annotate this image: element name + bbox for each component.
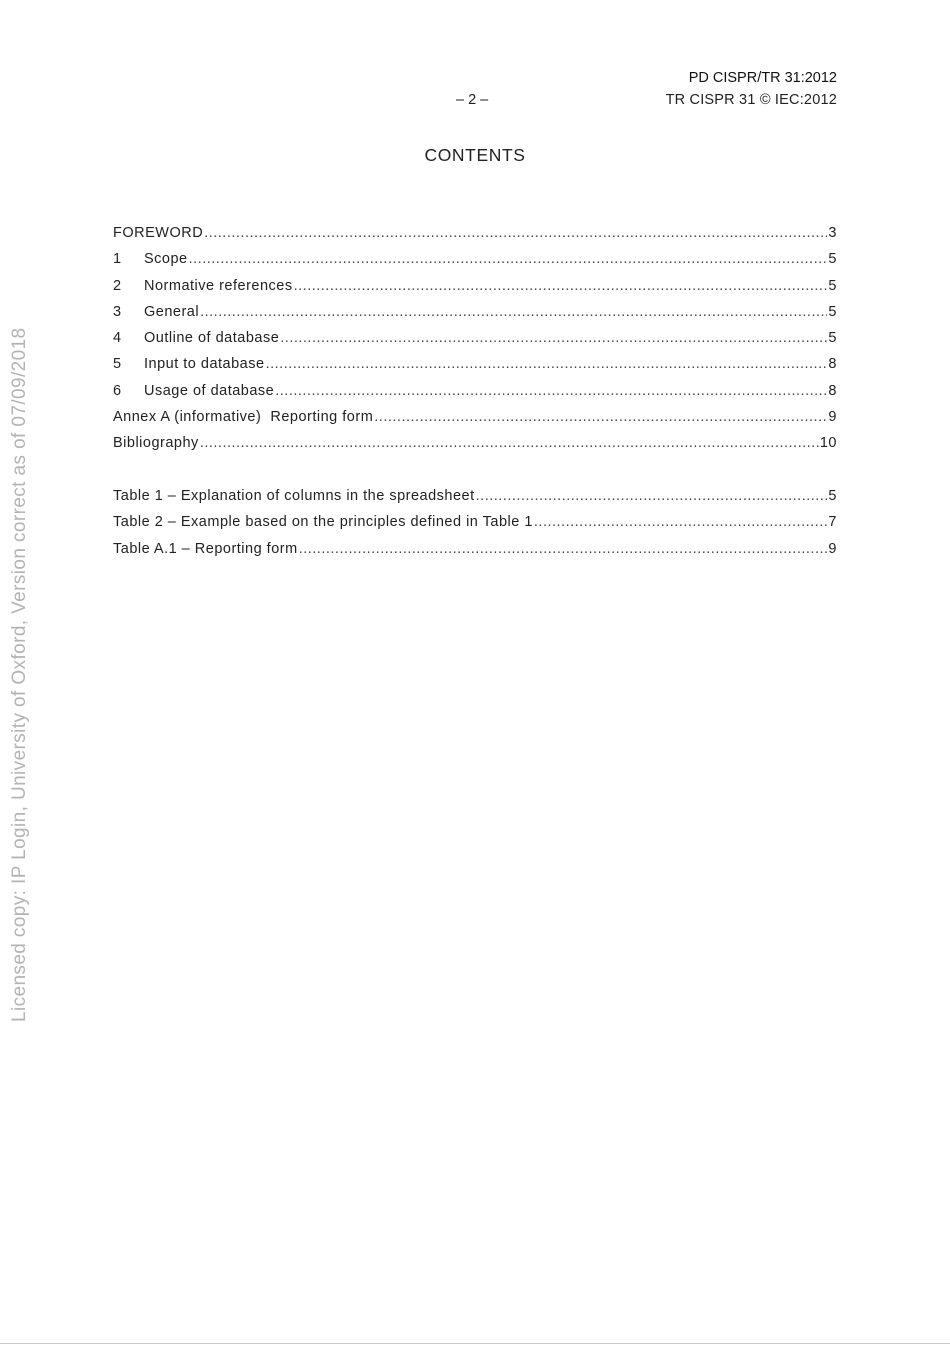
toc-entry-title: Outline of database — [144, 330, 280, 347]
toc-entry-page: 5 — [828, 251, 837, 268]
table-list-entry-2[interactable] — [113, 513, 837, 539]
toc-entry-foreword[interactable] — [113, 224, 837, 250]
toc-entry-page: 8 — [828, 382, 837, 399]
table-list-title: Table 1 – Explanation of columns in the spreadsheet — [113, 488, 475, 504]
toc-entry-page: 10 — [819, 435, 837, 452]
toc-entry-number: 4 — [113, 330, 122, 347]
table-list-page: 9 — [828, 540, 837, 557]
table-list-title: Table A.1 – Reporting form — [113, 540, 298, 557]
toc-leader-dots — [275, 382, 827, 400]
toc-entry-usage-of-database[interactable] — [113, 382, 837, 408]
document-copyright: TR CISPR 31 © IEC:2012 — [665, 92, 837, 108]
toc-leader-dots — [476, 487, 828, 505]
toc-entry-title: Input to database — [144, 356, 265, 373]
toc-leader-dots — [280, 329, 827, 347]
page-number: – 2 – — [456, 92, 489, 108]
toc-entry-title: Annex A (informative) Reporting form — [113, 409, 374, 426]
toc-entry-number: 2 — [113, 277, 122, 294]
toc-leader-dots — [189, 250, 828, 268]
toc-entry-bibliography[interactable] — [113, 434, 837, 460]
toc-entry-page: 8 — [828, 356, 837, 373]
toc-entry-scope[interactable] — [113, 250, 837, 276]
toc-leader-dots — [266, 355, 828, 373]
table-list-page: 5 — [828, 488, 837, 504]
toc-entry-title: FOREWORD — [113, 225, 204, 241]
toc-entry-title: Bibliography — [113, 435, 199, 452]
toc-entry-annex-a[interactable] — [113, 408, 837, 434]
toc-leader-dots — [200, 303, 827, 321]
table-list-title: Table 2 – Example based on the principles defined in Table 1 — [113, 514, 533, 531]
toc-leader-dots — [294, 277, 828, 295]
toc-leader-dots — [374, 408, 827, 426]
toc-entry-page: 5 — [828, 303, 837, 320]
toc-leader-dots — [204, 224, 827, 242]
table-list-entry-1[interactable] — [113, 487, 837, 513]
toc-entry-number: 3 — [113, 303, 122, 320]
table-list-entry-a1[interactable] — [113, 540, 837, 566]
contents-heading: CONTENTS — [424, 145, 526, 165]
document-identifier: PD CISPR/TR 31:2012 — [688, 70, 837, 86]
toc-leader-dots — [299, 540, 828, 558]
toc-entry-number: 5 — [113, 356, 122, 373]
toc-entry-page: 3 — [828, 225, 837, 241]
license-watermark: Licensed copy: IP Login, University of Oxford, Version correct as of 07/09/2018 — [9, 327, 30, 1022]
toc-entry-number: 6 — [113, 382, 122, 399]
page-bottom-rule — [0, 1343, 950, 1344]
toc-leader-dots — [534, 513, 828, 531]
toc-entry-page: 5 — [828, 277, 837, 294]
toc-entry-title: Normative references — [144, 277, 293, 294]
toc-leader-dots — [200, 434, 819, 452]
toc-entry-page: 5 — [828, 330, 837, 347]
table-list-page: 7 — [828, 514, 837, 531]
toc-entry-outline-of-database[interactable] — [113, 329, 837, 355]
toc-entry-general[interactable] — [113, 303, 837, 329]
toc-entry-title: Usage of database — [144, 382, 275, 399]
toc-entry-page: 9 — [828, 409, 837, 426]
list-of-tables — [113, 487, 837, 566]
toc-entry-title: Scope — [144, 251, 188, 268]
table-of-contents — [113, 224, 837, 461]
toc-entry-title: General — [144, 303, 200, 320]
toc-entry-input-to-database[interactable] — [113, 355, 837, 381]
toc-entry-normative-references[interactable] — [113, 277, 837, 303]
toc-entry-number: 1 — [113, 251, 122, 268]
